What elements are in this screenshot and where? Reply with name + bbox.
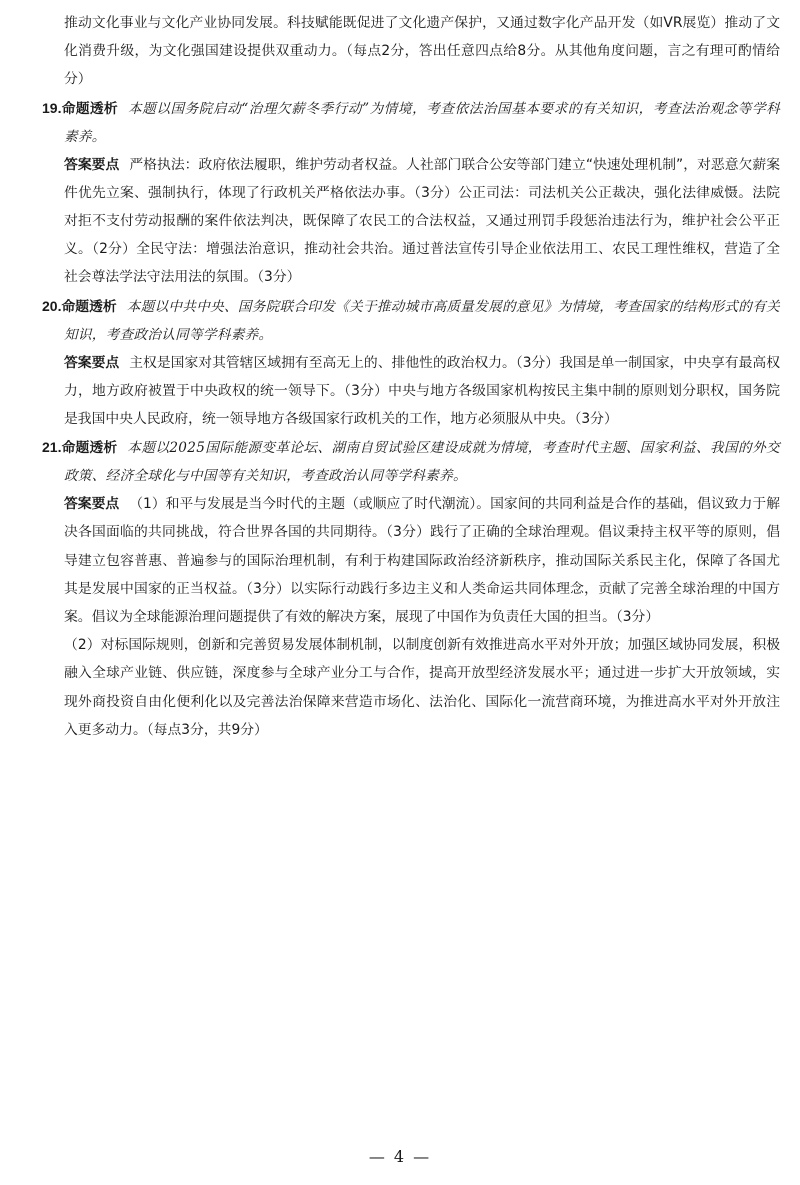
intro-block — [64, 9, 780, 94]
answer-label: 答案要点 — [64, 354, 120, 371]
question-20 — [42, 292, 780, 434]
answer-text: 严格执法：政府依法履职，维护劳动者权益。人社部门联合公安等部门建立“快速处理机制”，对恶意欠薪案件优先立案、强制执行，体现了行政机关严格依法办事。（3分）公正司法：司法机关公正裁决，强化法律威慑。法院对拒不支付劳动报酬的案件依法判决，既保障了农民工的合法权益，又通过刑罚手段惩治违法行为，维护社会公平正义。（2分）全民守法：增强法治意识，推动社会共治。通过普法宣传引导企业依法用工、农民工理性维权，营造了全社会尊法学法守法用法的氛围。（3分） — [64, 156, 781, 286]
question-number: 20. — [42, 297, 62, 314]
analysis-label: 命题透析 — [61, 100, 118, 117]
page-number: — 4 — — [368, 1147, 432, 1166]
document-page — [42, 9, 780, 744]
question-19 — [42, 94, 780, 292]
analysis-text: 本题以国务院启动“治理欠薪冬季行动”为情境，考查依法治国基本要求的有关知识，考查法治观念等学科素养。 — [64, 100, 781, 145]
answer-part-2: （2）对标国际规则，创新和完善贸易发展体制机制，以制度创新有效推进高水平对外开放；加强区域协同发展，积极融入全球产业链、供应链，深度参与全球产业分工与合作，提高开放型经济发展水平；通过进一步扩大开放领域，实现外商投资自由化便利化以及完善法治保障来营造市场化、法治化、国际化一流营商环境，为推进高水平对外开放注入更多动力。（每点3分，共9分） — [64, 637, 780, 738]
analysis-text: 本题以2025国际能源变革论坛、湖南自贸试验区建设成就为情境，考查时代主题、国家利益、我国的外交政策、经济全球化与中国等有关知识，考查政治认同等学科素养。 — [64, 440, 780, 485]
analysis-label: 命题透析 — [61, 298, 117, 315]
answer-text: 主权是国家对其管辖区域拥有至高无上的、排他性的政治权力。（3分）我国是单一制国家，中央享有最高权力，地方政府被置于中央政权的统一领导下。（3分）中央与地方各级国家机构按民主集中制的原则划分职权，国务院是我国中央人民政府，统一领导地方各级国家行政机关的工作，地方必须服从中央。（3分） — [64, 354, 780, 428]
question-19-answer-block — [64, 151, 780, 292]
answer-label: 答案要点 — [64, 156, 120, 173]
question-19-analysis-row — [42, 94, 781, 151]
answer-paragraph — [64, 349, 780, 434]
question-21-analysis-row — [42, 433, 780, 490]
intro-paragraph: 推动文化事业与文化产业协同发展。科技赋能既促进了文化遗产保护，又通过数字化产品开发（如VR展览）推动了文化消费升级，为文化强国建设提供双重动力。（每点2分，答出任意四点给8分。从其他角度问题，言之有理可酌情给分） — [64, 15, 780, 88]
answer-label: 答案要点 — [64, 496, 120, 513]
question-21 — [42, 433, 780, 744]
question-21-answer-block — [64, 490, 780, 744]
analysis-label: 命题透析 — [61, 440, 118, 457]
question-number: 19. — [42, 99, 62, 116]
question-20-answer-block — [64, 349, 780, 434]
analysis-text: 本题以中共中央、国务院联合印发《关于推动城市高质量发展的意见》为情境，考查国家的结构形式的有关知识，考查政治认同等学科素养。 — [64, 298, 781, 343]
question-20-analysis-row — [42, 292, 781, 349]
answer-text: （1）和平与发展是当今时代的主题（或顺应了时代潮流）。国家间的共同利益是合作的基础，倡议致力于解决各国面临的共同挑战，符合世界各国的共同期待。（3分）践行了正确的全球治理观。倡议秉持主权平等的原则，倡导建立包容普惠、普遍参与的国际治理机制，有利于构建国际政治经济新秩序，推动国际关系民主化，保障了各国尤其是发展中国家的正当权益。（3分）以实际行动践行多边主义和人类命运共同体理念，贡献了完善全球治理的中国方案。倡议为全球能源治理问题提供了有效的解决方案，展现了中国作为负责任大国的担当。（3分） — [64, 496, 780, 626]
answer-paragraph — [64, 151, 780, 292]
question-number: 21. — [42, 439, 62, 456]
answer-paragraph — [64, 490, 780, 631]
